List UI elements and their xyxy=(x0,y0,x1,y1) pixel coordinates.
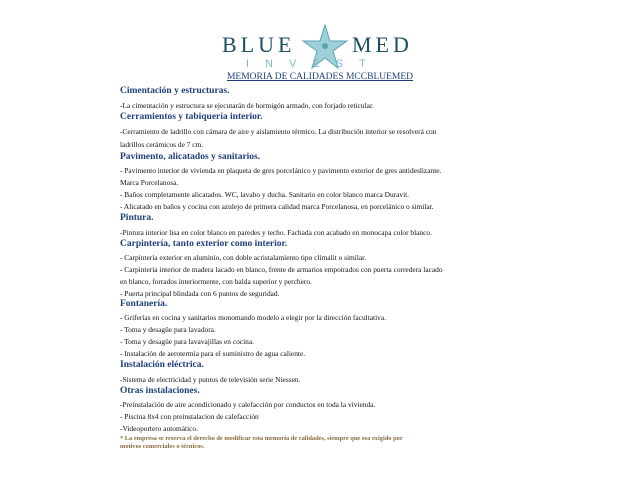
section-line: - Piscina 8x4 con preinstalacion de calefacción xyxy=(120,412,259,421)
section-line: - Carpintería interior de madera lacado en blanco, frente de armarios empotrados con puerta corredera lacado xyxy=(120,265,443,274)
section-heading-otras: Otras instalaciones. xyxy=(120,386,200,396)
section-line: -Pintura interior lisa en color blanco en paredes y techo. Fachada con acabado en monocapa color blanco. xyxy=(120,228,432,237)
section-heading-carpinteria: Carpintería, tanto exterior como interior. xyxy=(120,239,288,249)
section-line: -Sistema de electricidad y puntos de televisión serie Niessen. xyxy=(120,375,301,384)
section-heading-fontaneria: Fontanería. xyxy=(120,299,168,309)
logo-word-blue: BLUE xyxy=(222,32,296,57)
section-line: - Toma y desagüe para lavadora. xyxy=(120,325,216,334)
section-heading-pintura: Pintura. xyxy=(120,213,154,223)
section-heading-cerramientos: Cerramientos y tabiquería interior. xyxy=(120,112,263,122)
bluemed-logo xyxy=(0,22,640,72)
section-line: - Toma y desagüe para lavavajillas en cocina. xyxy=(120,337,254,346)
section-line: - Alicatado en baños y cocina con azulejo de primera calidad marca Porcelanosa, en porcelánico o similar. xyxy=(120,202,434,211)
section-line: ladrillos cerámicos de 7 cm. xyxy=(120,140,204,149)
logo-word-med: MED xyxy=(352,32,413,57)
section-line: -Videoportero automático. xyxy=(120,424,198,433)
section-line: -La cimentación y estructura se ejecutarán de hormigón armado, con forjado reticular. xyxy=(120,101,374,110)
section-line: - Griferías en cocina y sanitarios monomando modelo a elegir por la dirección facultativa. xyxy=(120,313,386,322)
section-line: - Puerta principal blindada con 6 puntos de seguridad. xyxy=(120,289,280,298)
section-line: - Instalación de aerotermia para el suministro de agua caliente. xyxy=(120,349,306,358)
section-line: - Carpintería exterior en aluminio, con doble acristalamiento tipo climalit o similar. xyxy=(120,253,367,262)
document-title: MEMORIA DE CALIDADES MCCBLUEMED xyxy=(226,72,414,82)
section-line: -Preinstalación de aire acondicionado y calefacción por conductos en toda la vivienda. xyxy=(120,400,376,409)
section-line: Marca Porcelanosa. xyxy=(120,178,179,187)
logo-subtitle: INVEST xyxy=(246,58,382,70)
section-line: - Pavimento interior de vivienda en plaqueta de gres porcelánico y pavimento exterior de gres antideslizante. xyxy=(120,166,442,175)
section-line: en blanco, forrados interiormente, con balda superior y perchero. xyxy=(120,277,312,286)
section-heading-pavimento: Pavimento, alicatados y sanitarios. xyxy=(120,152,261,162)
disclaimer-note: * La empresa se reserva el derecho de modificar esta memoria de calidades, siempre que sea exigido por xyxy=(120,435,403,442)
section-heading-cimentacion: Cimentación y estructuras. xyxy=(120,86,230,96)
section-line: - Baños completamente alicatados. WC, lavabo y ducha. Sanitario en color blanco marca Duravit. xyxy=(120,190,410,199)
section-line: -Cerramiento de ladrillo con cámara de aire y aislamiento térmico. La distribución interior se resolverá con xyxy=(120,127,437,136)
disclaimer-note: motivos comerciales o técnicos. xyxy=(120,443,205,450)
section-heading-electrica: Instalación eléctrica. xyxy=(120,360,204,370)
